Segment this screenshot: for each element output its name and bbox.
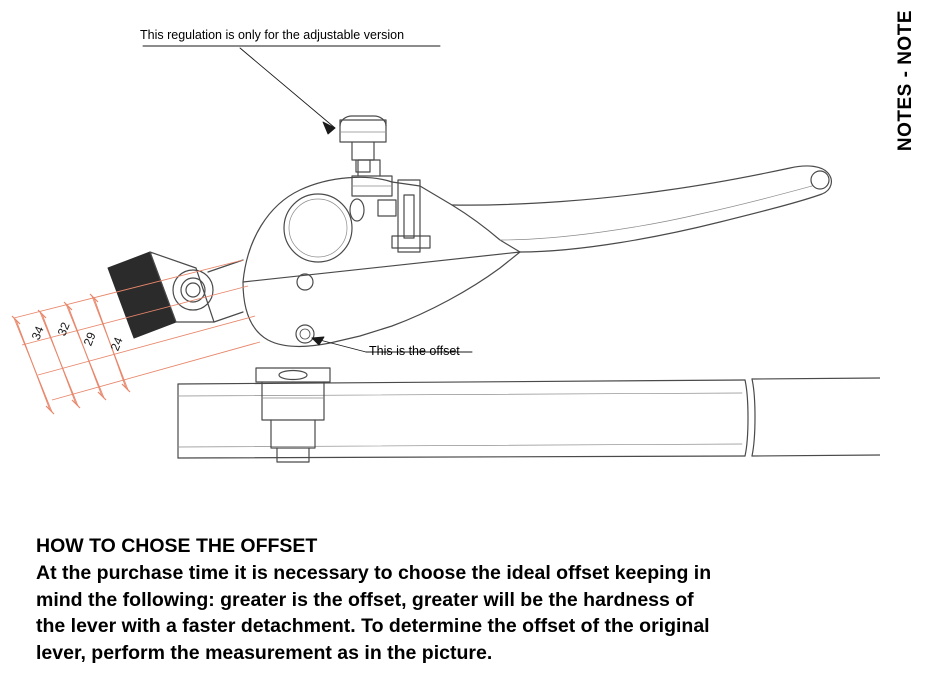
annotation-offset: This is the offset <box>369 344 460 358</box>
handlebar-clamp <box>256 368 330 462</box>
lever-blade <box>452 166 831 252</box>
dimension-label-32: 32 <box>54 320 73 338</box>
lever-perch-body <box>243 160 520 346</box>
dimension-label-24: 24 <box>107 335 126 353</box>
handlebar-tube <box>178 378 880 458</box>
instructions-block <box>36 533 896 666</box>
notes-side-label <box>889 10 923 210</box>
instructions-line-4: lever, perform the measurement as in the picture. <box>36 641 493 664</box>
instructions-paragraph <box>36 560 896 666</box>
instructions-line-1: At the purchase time it is necessary to choose the ideal offset keeping in <box>36 562 712 584</box>
instructions-heading: HOW TO CHOSE THE OFFSET <box>36 535 318 557</box>
annotation-adjustable-version: This regulation is only for the adjustable version <box>140 28 405 42</box>
dimension-label-34: 34 <box>28 324 47 342</box>
notes-side-label-text: NOTES - NOTE <box>895 10 916 152</box>
dimension-label-29: 29 <box>80 330 99 348</box>
instructions-line-3: the lever with a faster detachment. To determine the offset of the original <box>36 615 710 637</box>
instructions-line-2: mind the following: greater is the offset, greater will be the hardness of <box>36 588 694 611</box>
adjuster-knob <box>340 116 386 172</box>
leader-line-adjustable-note <box>143 46 440 134</box>
